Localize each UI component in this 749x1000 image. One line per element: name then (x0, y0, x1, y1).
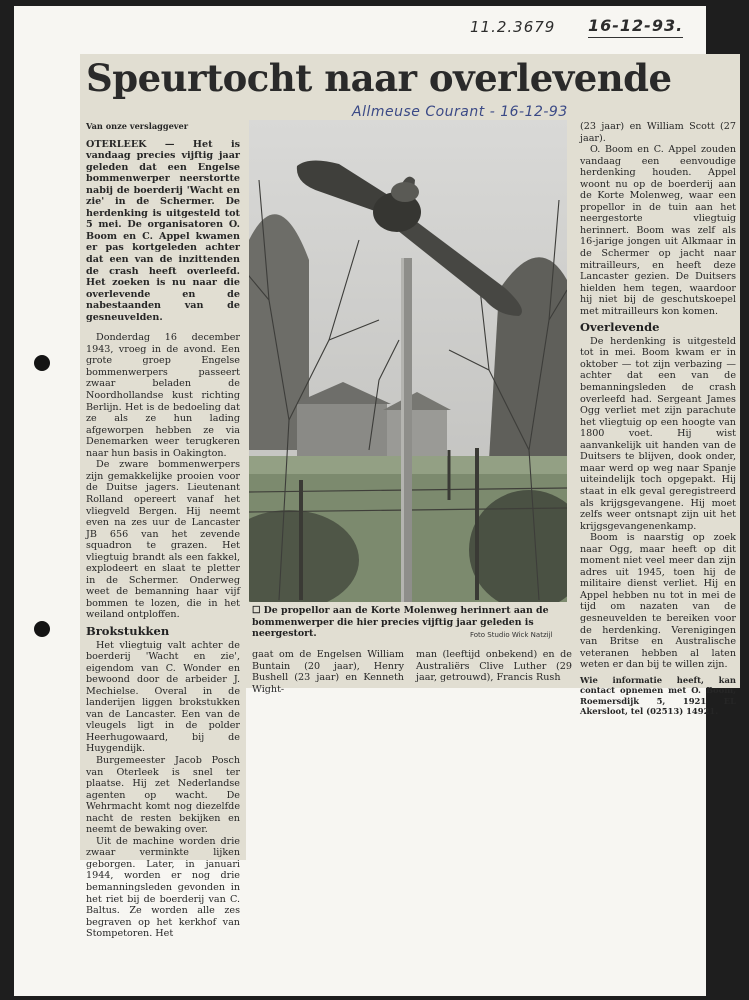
archive-ref-code: 11.2.3679 (470, 18, 556, 36)
article-headline: Speurtocht naar overlevende (86, 56, 672, 100)
punch-hole-bottom (34, 621, 50, 637)
paragraph: Uit de machine worden drie zwaar verminkte lijken geborgen. Later, in januari 1944, worden er nog drie bemanningsleden gevonden in het riet bij de boerderij van C. Baltus. Ze worden alle zes begraven op het kerkhof van Stompetoren. Het (86, 835, 240, 940)
subheading-overlevende: Overlevende (580, 320, 660, 335)
contact-info: Wie informatie heeft, kan contact opnemen met O. Boom, Roemersdijk 5, 1921 EL Akersloot, tel (02513) 14921. (580, 674, 736, 716)
paragraph: Donderdag 16 december 1943, vroeg in de avond. Een grote groep Engelse bommenwerpers passeert zwaar beladen de Noordhollandse kust richting Berlijn. Het is de bedoeling dat ze als ze hun lading afgeworpen hebben ze via Denemarken weer terugkeren naar hun basis in Oakington. (86, 332, 240, 459)
handwritten-source-note: Allmeuse Courant - 16-12-93 (352, 104, 568, 120)
middle-bottom-text (252, 649, 572, 695)
caption-text: De propellor aan de Korte Molenweg herinnert aan de bommenwerper die hier precies vijftig jaar geleden is neergestort. (252, 605, 549, 639)
paragraph: O. Boom en C. Appel zouden vandaag een eenvoudige herdenking houden. Appel woont nu op de boerderij aan de Korte Molenweg, waar een propellor in de tuin aan het neergestorte vliegtuig herinnert. Boom was zelf als 16-jarige jongen uit Alkmaar in de Schermer op jacht naar mitrailleurs, en heeft deze Lancaster gezien. De Duitsers hielden hem tegen, waardoor hij niet bij de geschutskoepel met mitrailleurs kon komen. (580, 144, 736, 317)
paragraph: De zware bommenwerpers zijn gemakkelijke prooien voor de Duitse jagers. Lieutenant Rolland opereert vanaf het vliegveld Bergen. Hij neemt even na zes uur de Lancaster JB 656 van het zevende squadron te grazen. Het vliegtuig brandt als een fakkel, explodeert en slaat te pletter in de Schermer. Onderweg weet de bemanning haar vijf bommen te lozen, die in het weiland ontploffen. (86, 459, 240, 621)
middle-bottom-col-b: man (leeftijd onbekend) en de Australiërs Clive Luther (29 jaar, getrouwd), Francis Rush (416, 649, 572, 684)
paragraph: Burgemeester Jacob Posch van Oterleek is snel ter plaatse. Hij zet Nederlandse agenten op wacht. De Wehrmacht komt nog diezelfde nacht de resten bekijken en neemt de bewaking over. (86, 754, 240, 836)
lead-paragraph: OTERLEEK — Het is vandaag precies vijftig jaar geleden dat een Engelse bommenwerper neerstortte nabij de boerderij 'Wacht en zie' in de Schermer. De herdenking is uitgesteld tot 5 mei. De organisatoren O. Boom en C. Appel kwamen er pas kortgeleden achter dat een van de inzittenden de crash heeft overleefd. Het zoeken is nu naar die overlevende en de nabestaanden van de gesneuvelden. (86, 138, 240, 323)
left-column (86, 121, 240, 940)
paragraph: (23 jaar) en William Scott (27 jaar). (580, 121, 736, 144)
subheading-brokstukken: Brokstukken (86, 623, 170, 638)
paragraph: Boom is naarstig op zoek naar Ogg, maar heeft op dit moment niet veel meer dan zijn adres uit 1945, toen hij de militaire dienst verliet. Hij en Appel hebben nu tot in mei de tijd om nazaten van de gesneuvelden te bereiken voor de herdenking. Verenigingen van Britse en Australische veteranen hebben al laten weten er dan bij te willen zijn. (580, 532, 736, 671)
paragraph: De herdenking is uitgesteld tot in mei. Boom kwam er in oktober — tot zijn verbazing — achter dat een van de bemanningsleden de crash overleefd had. Sergeant James Ogg verliet met zijn parachute het vliegtuig op een hoogte van 1800 voet. Hij wist aanvankelijk uit handen van de Duitsers te blijven, dook onder, maar werd op weg naar Spanje uiteindelijk toch opgepakt. Hij staat in elk geval geregistreerd als krijgsgevangene. Hij moet zelfs weer ontsnapt zijn uit het krijgsgevangenenkamp. (580, 335, 736, 532)
punch-hole-top (34, 355, 50, 371)
caption-marker: ☐ (252, 605, 261, 616)
article-photo (249, 120, 567, 602)
propeller-monument-photo (249, 120, 567, 602)
archive-date-stamp: 16-12-93. (588, 16, 683, 38)
photo-credit: Foto Studio Wick Natzijl (470, 631, 553, 639)
byline: Van onze verslaggever (86, 121, 189, 131)
right-column (580, 121, 736, 716)
paragraph: Het vliegtuig valt achter de boerderij 'Wacht en zie', eigendom van C. Wonder en bewoond door de arbeider J. Mechielse. Overal in de landerijen liggen brokstukken van de Lancaster. Een van de vleugels ligt in de polder Heerhugowaard, bij de Huygendijk. (86, 639, 240, 755)
middle-bottom-col-a: gaat om de Engelsen William Buntain (20 jaar), Henry Bushell (23 jaar) en Kenneth Wight- (252, 649, 404, 695)
